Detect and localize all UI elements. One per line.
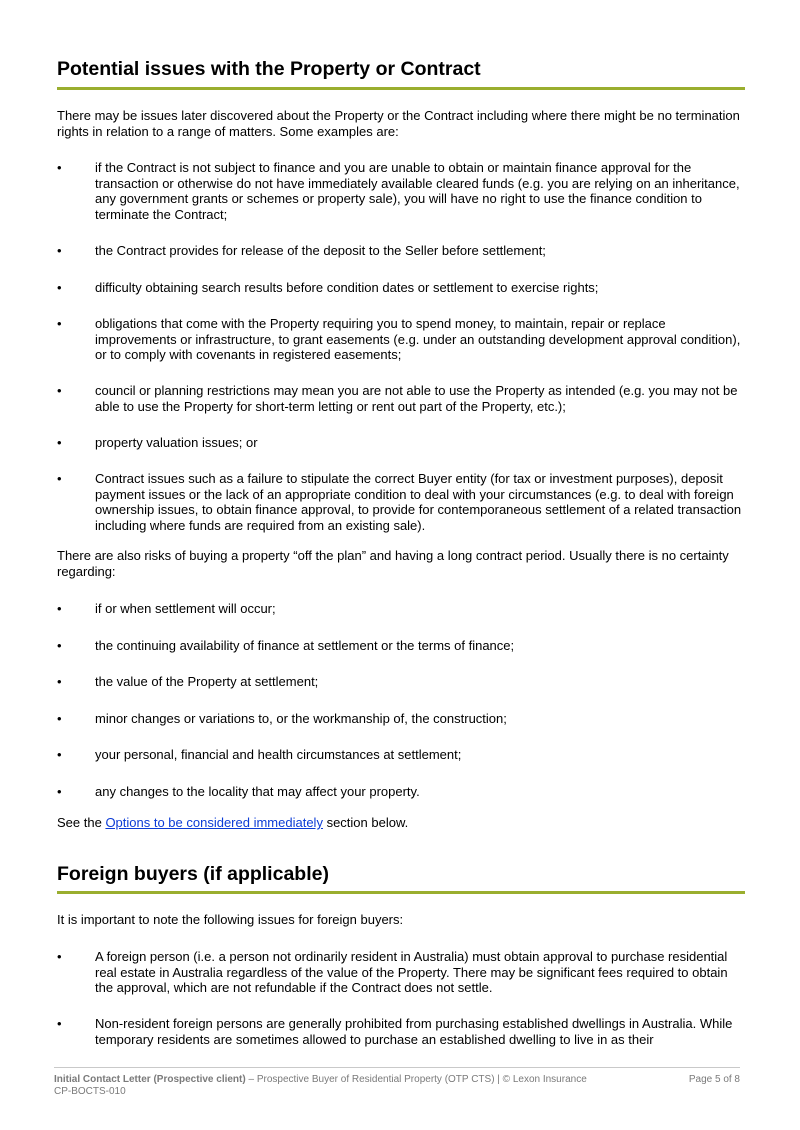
bullet-icon: • (57, 674, 62, 689)
bullet-icon: • (57, 949, 62, 964)
section-heading-potential-issues: Potential issues with the Property or Contract (57, 58, 481, 80)
bullet-icon: • (57, 601, 62, 616)
list-item: • Non-resident foreign persons are generally prohibited from purchasing established dwellings in Australia. While temporary residents are sometimes allowed to purchase an established dwelling to live in as their (57, 1016, 733, 1047)
bullet-icon: • (57, 316, 62, 331)
list-item: • the Contract provides for release of the deposit to the Seller before settlement; (57, 243, 546, 258)
list-item: • if or when settlement will occur; (57, 601, 276, 616)
list-item: • the value of the Property at settlement; (57, 674, 319, 689)
bullet-icon: • (57, 243, 62, 258)
bullet-icon: • (57, 471, 62, 486)
heading-rule (57, 87, 745, 90)
list-item: • your personal, financial and health circumstances at settlement; (57, 747, 462, 762)
section-heading-foreign-buyers: Foreign buyers (if applicable) (57, 863, 329, 885)
list-item: • property valuation issues; or (57, 435, 258, 450)
bullet-icon: • (57, 160, 62, 175)
foreign-intro-paragraph: It is important to note the following issues for foreign buyers: (57, 912, 404, 927)
offplan-paragraph: There are also risks of buying a property “off the plan” and having a long contract period. Usually there is no certainty regarding: (57, 548, 729, 579)
bullet-icon: • (57, 784, 62, 799)
options-link[interactable]: Options to be considered immediately (105, 815, 323, 830)
list-item: • council or planning restrictions may mean you are not able to use the Property as intended (e.g. you may not be able to use the Property for short-term letting or rent out part of the Property, etc.); (57, 383, 738, 414)
bullet-icon: • (57, 638, 62, 653)
see-also-paragraph: See the Options to be considered immediately section below. (57, 815, 409, 830)
bullet-icon: • (57, 1016, 62, 1031)
bullet-icon: • (57, 435, 62, 450)
intro-paragraph: There may be issues later discovered about the Property or the Contract including where there might be no termination rights in relation to a range of matters. Some examples are: (57, 108, 740, 139)
list-item: • if the Contract is not subject to finance and you are unable to obtain or maintain finance approval for the transaction or otherwise do not have immediately available cleared funds (e.g. you are relying on an inheritance, any government grants or schemes or property sale), you will have no right to use the finance condition to terminate the Contract; (57, 160, 740, 222)
bullet-icon: • (57, 280, 62, 295)
list-item: • obligations that come with the Property requiring you to spend money, to maintain, repair or replace improvements or infrastructure, to grant easements (e.g. under an outstanding development approval condition), or to comply with covenants in registered easements; (57, 316, 741, 363)
list-item: • the continuing availability of finance at settlement or the terms of finance; (57, 638, 515, 653)
page-footer (54, 1067, 740, 1098)
heading-rule (57, 891, 745, 894)
list-item: • difficulty obtaining search results before condition dates or settlement to exercise rights; (57, 280, 599, 295)
bullet-icon: • (57, 383, 62, 398)
list-item: • Contract issues such as a failure to stipulate the correct Buyer entity (for tax or investment purposes), deposit payment issues or the lack of an appropriate condition to deal with your circumstances (e.g. to deal with foreign ownership issues, to obtain finance approval, to provide for contemporaneous settlement of a related transaction including where funds are required from an existing sale). (57, 471, 742, 533)
list-item: • minor changes or variations to, or the workmanship of, the construction; (57, 711, 507, 726)
list-item: • any changes to the locality that may affect your property. (57, 784, 420, 799)
list-item: • A foreign person (i.e. a person not ordinarily resident in Australia) must obtain approval to purchase residential real estate in Australia regardless of the value of the Property. There may be significant fees required to obtain the approval, which are not refundable if the Contract does not settle. (57, 949, 728, 996)
bullet-icon: • (57, 711, 62, 726)
document-code: CP-BOCTS-010 (54, 1086, 126, 1097)
bullet-icon: • (57, 747, 62, 762)
footer-title: Initial Contact Letter (Prospective client) – Prospective Buyer of Residential Property (OTP CTS) | © Lexon Insurance (54, 1074, 587, 1085)
page-number: Page 5 of 8 (688, 1074, 740, 1085)
